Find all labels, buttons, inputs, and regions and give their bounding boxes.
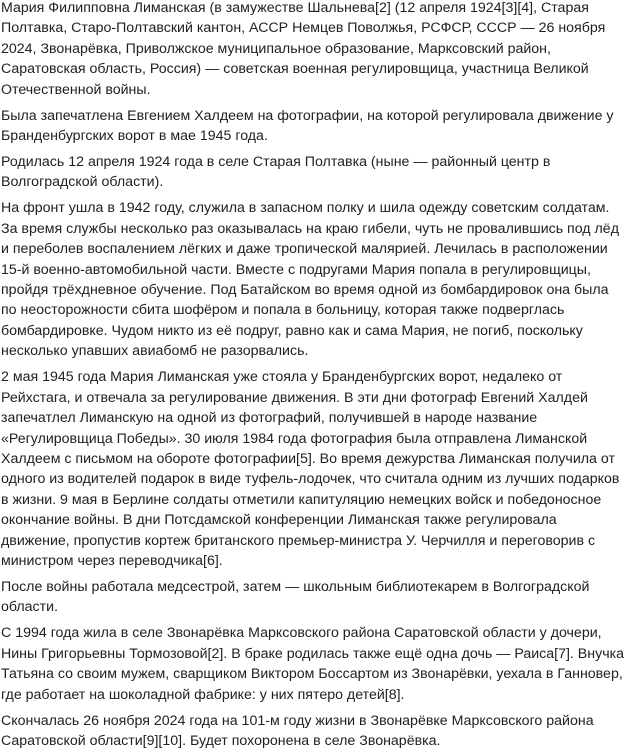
berlin-paragraph: 2 мая 1945 года Мария Лиманская уже стояла у Бранденбургских ворот, недалеко от Рейхстага, и отвечала за регулирование движения. В эти дни фотограф Евгений Халдей запечатлел Лиманскую на одной из фотографий, получившей в народе название «Регулировщица Победы». 30 июля 1984 года фотография была отправлена Лиманской Халдеем с письмом на обороте фотографии[5]. Во время дежурства Лиманская получила от одного из водителей подарок в виде туфель-лодочек, что считала одним из лучших подарков в жизни. 9 мая в Берлине солдаты отметили капитуляцию немецких войск и победоносное окончание войны. В дни Потсдамской конференции Лиманская также регулировала движение, пропустив кортеж британского премьер-министра У. Черчилля и переговорив с министром через переводчика[6]. xyxy=(1,369,620,569)
photo-paragraph: Была запечатлена Евгением Халдеем на фотографии, на которой регулировала движение у Бранденбургских ворот в мае 1945 года. xyxy=(1,107,614,145)
postwar-paragraph: После войны работала медсестрой, затем — школьным библиотекарем в Волгоградской области. xyxy=(1,578,590,616)
front-paragraph: На фронт ушла в 1942 году, служила в запасном полку и шила одежду советским солдатам. За время службы несколько раз оказывалась на краю гибели, чуть не провалившись под лёд и переболев воспалением лёгких и даже тропической малярией. Лечилась в расположении 15-й военно-автомобильной части. Вместе с подругами Мария попала в регулировщицы, пройдя трёхдневное обучение. Под Батайском во время одной из бомбардировок она была по неосторожности сбита шофёром и попала в больницу, которая также подверглась бомбардировке. Чудом никто из её подруг, равно как и сама Мария, не погиб, поскольку несколько упавших авиабомб не разорвались. xyxy=(1,200,619,360)
intro-paragraph: Мария Филипповна Лиманская (в замужестве Шальнева[2] (12 апреля 1924[3][4], Старая Полтавка, Старо-Полтавский кантон, АССР Немцев Поволжья, РСФСР, СССР — 26 ноября 2024, Звонарёвка, Приволжское муниципальное образование, Марксовский район, Саратовская область, Россия) — советская военная регулировщица, участница Великой Отечественной войны. xyxy=(1,0,606,98)
birth-paragraph: Родилась 12 апреля 1924 года в селе Старая Полтавка (ныне — районный центр в Волгоградской области). xyxy=(1,154,551,191)
family-paragraph: С 1994 года жила в селе Звонарёвка Марксовского района Саратовской области у дочери, Нины Григорьевны Тормозовой[2]. В браке родилась также ещё одна дочь — Раиса[7]. Внучка Татьяна со своим мужем, сварщиком Виктором Боссартом из Звонарёвки, уехала в Ганновер, где работает на шоколадной фабрике: у них пятеро детей[8]. xyxy=(1,625,624,703)
death-paragraph: Скончалась 26 ноября 2024 года на 101-м году жизни в Звонарёвке Марксовского района Саратовской области[9][10]. Будет похоронена в селе Звонарёвка. xyxy=(1,712,594,749)
